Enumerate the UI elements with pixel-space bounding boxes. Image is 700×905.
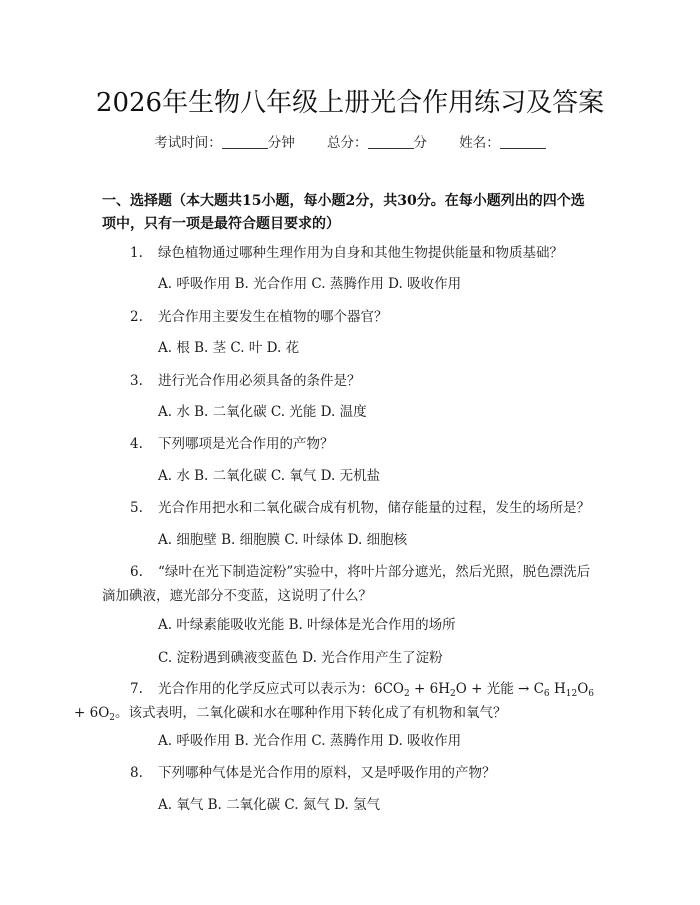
question-5 xyxy=(102,496,600,520)
question-text: O + 光能 → C xyxy=(455,681,544,697)
score-unit: 分 xyxy=(413,135,427,151)
question-4 xyxy=(102,432,600,456)
time-unit: 分钟 xyxy=(267,135,295,151)
question-text: 光合作用主要发生在植物的哪个器官？ xyxy=(158,309,388,325)
question-text: + 6H xyxy=(409,681,450,697)
subscript: 2 xyxy=(404,689,410,699)
subscript: 2 xyxy=(109,713,115,723)
question-number: 8. xyxy=(130,765,143,781)
question-6-options: A. 叶绿素能吸收光能 B. 叶绿体是光合作用的场所 xyxy=(158,617,456,633)
question-text: H xyxy=(549,681,566,697)
score-label: 总分： xyxy=(327,135,368,151)
subscript: 6 xyxy=(588,689,594,699)
subscript: 2 xyxy=(450,689,456,699)
question-7-options: A. 呼吸作用 B. 光合作用 C. 蒸腾作用 D. 吸收作用 xyxy=(158,733,462,749)
question-text: 下列哪种气体是光合作用的原料，又是呼吸作用的产物？ xyxy=(158,765,496,781)
question-8-options: A. 氧气 B. 二氧化碳 C. 氮气 D. 氢气 xyxy=(158,797,381,813)
score-blank xyxy=(368,135,414,149)
question-4-options: A. 水 B. 二氧化碳 C. 氧气 D. 无机盐 xyxy=(158,468,381,484)
question-2 xyxy=(102,305,600,329)
time-blank xyxy=(222,135,268,149)
section-heading: 一、选择题（本大题共15小题，每小题2分，共30分。在每小题列出的四个选项中，只有一项是最符合题目要求的） xyxy=(102,193,585,232)
question-text: 。该式表明，二氧化碳和水在哪种作用下转化成了有机物和氧气？ xyxy=(115,705,507,721)
question-3 xyxy=(102,369,600,393)
question-2-options: A. 根 B. 茎 C. 叶 D. 花 xyxy=(158,340,300,356)
question-number: 5. xyxy=(130,500,143,516)
subscript: 12 xyxy=(565,689,578,699)
question-text: O xyxy=(577,681,589,697)
question-text: 下列哪项是光合作用的产物？ xyxy=(158,436,334,452)
question-text: 绿色植物通过哪种生理作用为自身和其他生物提供能量和物质基础？ xyxy=(158,245,563,261)
subscript: 6 xyxy=(543,689,550,699)
question-5-options: A. 细胞壁 B. 细胞膜 C. 叶绿体 D. 细胞核 xyxy=(158,532,408,548)
name-field xyxy=(459,131,546,151)
question-number: 7. xyxy=(130,681,143,697)
time-label: 考试时间： xyxy=(154,135,222,151)
question-number: 6. xyxy=(130,564,143,580)
question-text: 进行光合作用必须具备的条件是？ xyxy=(158,373,361,389)
question-8 xyxy=(102,761,600,785)
question-text: 光合作用的化学反应式可以表示为：6CO xyxy=(158,681,404,697)
question-3-options: A. 水 B. 二氧化碳 C. 光能 D. 温度 xyxy=(158,404,367,420)
question-text: + 6O xyxy=(74,705,110,721)
question-1-options: A. 呼吸作用 B. 光合作用 C. 蒸腾作用 D. 吸收作用 xyxy=(158,276,462,292)
question-text: “绿叶在光下制造淀粉”实验中，将叶片部分遮光，然后光照，脱色漂洗后滴加碘液，遮光部分不变蓝，这说明了什么？ xyxy=(102,564,591,604)
name-label: 姓名： xyxy=(459,135,500,151)
question-6 xyxy=(102,560,600,608)
score-field xyxy=(327,131,427,151)
question-number: 4. xyxy=(130,436,143,452)
question-number: 2. xyxy=(130,309,143,325)
question-text: 光合作用把水和二氧化碳合成有机物，储存能量的过程，发生的场所是？ xyxy=(158,500,590,516)
name-blank xyxy=(500,135,546,149)
exam-meta xyxy=(0,131,700,151)
time-field xyxy=(154,131,295,151)
question-number: 1. xyxy=(130,245,143,261)
question-6-options-continued: C. 淀粉遇到碘液变蓝色 D. 光合作用产生了淀粉 xyxy=(158,650,443,666)
question-1 xyxy=(102,241,600,265)
page-title: 2026年生物八年级上册光合作用练习及答案 xyxy=(95,88,605,118)
question-7 xyxy=(74,677,600,725)
question-number: 3. xyxy=(130,373,143,389)
